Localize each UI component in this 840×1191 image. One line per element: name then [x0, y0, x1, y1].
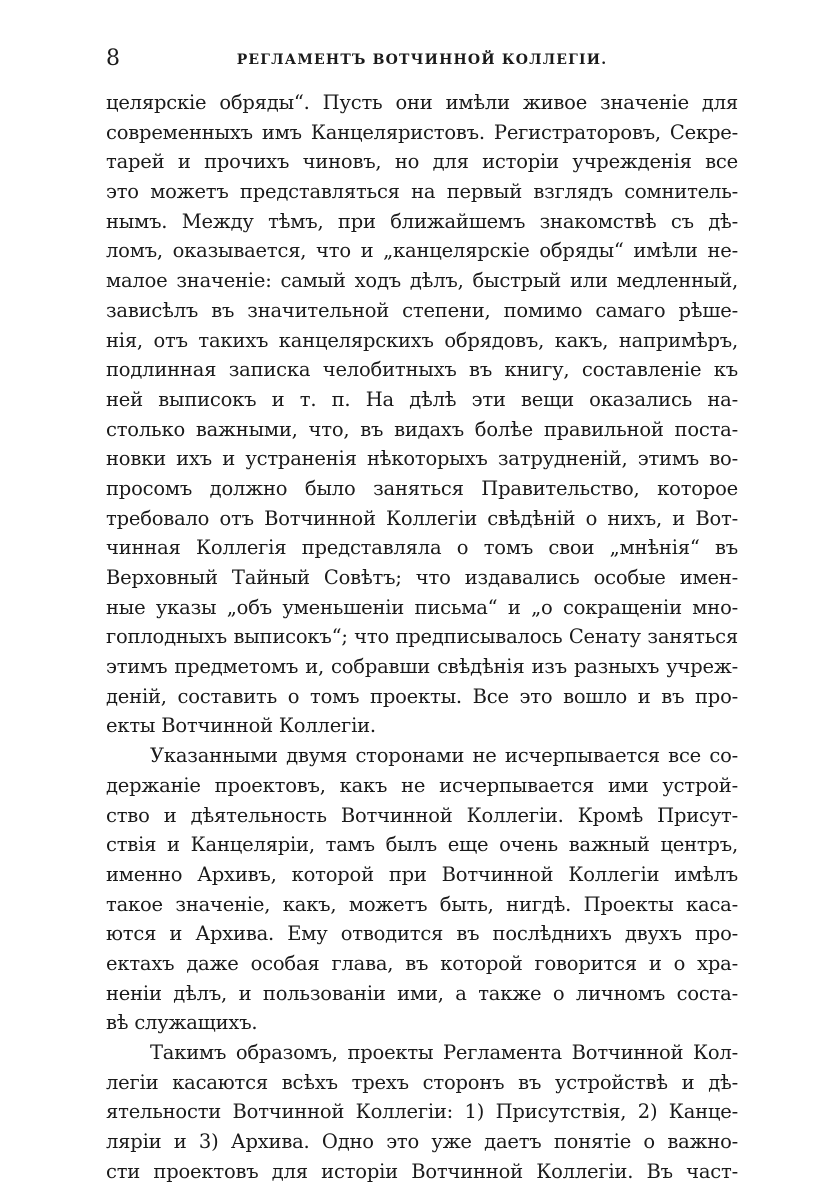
text-line: зависѣлъ въ значительной степени, помимо самаго рѣше- — [106, 298, 738, 322]
text-line: чинная Коллегія представляла о томъ свои „мнѣнія“ въ — [106, 536, 738, 560]
text-line: нымъ. Между тѣмъ, при ближайшемъ знакомствѣ съ дѣ- — [106, 209, 738, 233]
text-line: ствія и Канцеляріи, тамъ былъ еще очень важный центръ, — [106, 833, 738, 857]
text-line: подлинная записка челобитныхъ въ книгу, составленіе къ — [106, 358, 738, 382]
body-text — [106, 88, 738, 1186]
text-line: ются и Архива. Ему отводится въ послѣднихъ двухъ про- — [106, 922, 738, 946]
running-head — [106, 44, 738, 74]
text-line: ломъ, оказывается, что и „канцелярскіе обряды“ имѣли не- — [106, 239, 738, 263]
text-line: ство и дѣятельность Вотчинной Коллегіи. Кромѣ Присут- — [106, 803, 738, 827]
text-line: это можетъ представляться на первый взглядъ сомнитель- — [106, 180, 738, 204]
text-line: новки ихъ и устраненія нѣкоторыхъ затрудненій, этимъ во- — [106, 447, 738, 471]
text-line: ней выписокъ и т. п. На дѣлѣ эти вещи оказались на- — [106, 387, 738, 411]
text-line: Верховный Тайный Совѣтъ; что издавались особые имен- — [106, 566, 738, 589]
text-line: ектахъ даже особая глава, въ которой говорится и о хра- — [106, 951, 738, 975]
text-line: тарей и прочихъ чиновъ, но для исторіи учрежденія все — [106, 150, 738, 174]
text-line: гоплодныхъ выписокъ“; что предписывалось Сенату заняться — [106, 625, 738, 649]
text-line: деній, составить о томъ проекты. Все это вошло и въ про- — [106, 684, 738, 708]
text-line: столько важными, что, въ видахъ болѣе правильной поста- — [106, 417, 738, 441]
text-line: Такимъ образомъ, проекты Регламента Вотчинной Кол- — [150, 1041, 738, 1064]
text-line: легіи касаются всѣхъ трехъ сторонъ въ устройствѣ и дѣ- — [106, 1070, 738, 1094]
text-line: требовало отъ Вотчинной Коллегіи свѣдѣній о нихъ, и Вот- — [106, 506, 738, 530]
text-line: сти проектовъ для исторіи Вотчинной Коллегіи. Въ част- — [106, 1159, 738, 1183]
text-line: вѣ служащихъ. — [106, 1011, 258, 1035]
running-title: РЕГЛАМЕНТЪ ВОТЧИННОЙ КОЛЛЕГІИ. — [236, 52, 608, 68]
text-line: Указанными двумя сторонами не исчерпывается все со- — [150, 744, 738, 768]
text-line: малое значеніе: самый ходъ дѣлъ, быстрый или медленный, — [106, 269, 738, 293]
page-number: 8 — [106, 46, 120, 71]
text-line: екты Вотчинной Коллегіи. — [106, 714, 376, 738]
text-line: просомъ должно было заняться Правительство, которое — [106, 476, 738, 500]
text-line: ляріи и 3) Архива. Одно это уже даетъ понятіе о важно- — [106, 1130, 738, 1154]
text-line: этимъ предметомъ и, собравши свѣдѣнія изъ разныхъ учреж- — [106, 655, 738, 679]
text-line: такое значеніе, какъ, можетъ быть, нигдѣ. Проекты каса- — [106, 892, 738, 916]
text-line: целярскіе обряды“. Пусть они имѣли живое значеніе для — [106, 91, 738, 114]
text-line: ные указы „объ уменьшеніи письма“ и „о сокращеніи мно- — [106, 595, 738, 619]
text-line: держаніе проектовъ, какъ не исчерпывается ими устрой- — [106, 773, 738, 797]
text-line: неніи дѣлъ, и пользованіи ими, а также о личномъ соста- — [106, 981, 738, 1005]
text-line: именно Архивъ, которой при Вотчинной Коллегіи имѣлъ — [106, 862, 738, 886]
text-line: ятельности Вотчинной Коллегіи: 1) Присутствія, 2) Канце- — [106, 1100, 738, 1124]
text-line: современныхъ имъ Канцеляристовъ. Регистраторовъ, Секре- — [106, 120, 738, 144]
text-line: нія, отъ такихъ канцелярскихъ обрядовъ, какъ, напримѣръ, — [106, 328, 738, 352]
